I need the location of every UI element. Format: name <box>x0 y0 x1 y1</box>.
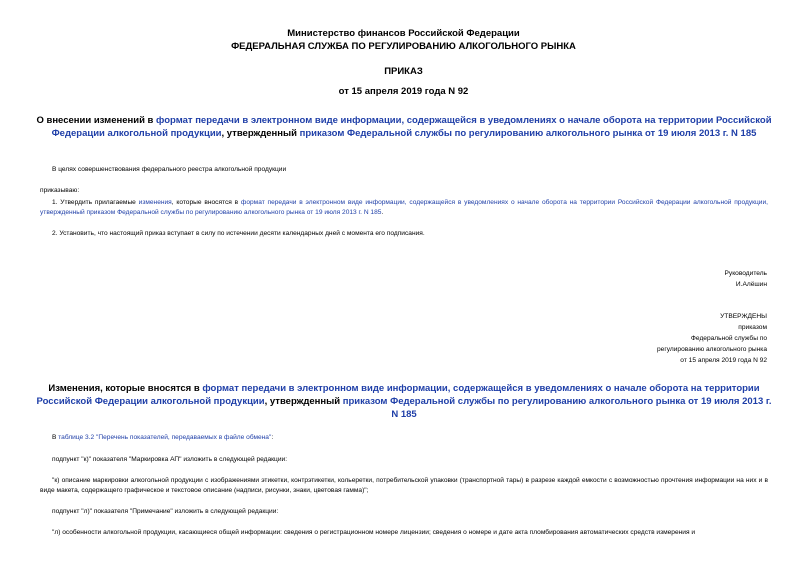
order-item-1 <box>40 198 768 218</box>
order-item-1-text: . <box>381 209 384 216</box>
order-title-format-link[interactable]: формат передачи в электронном виде информации, содержащейся в уведомлениях о начале оборота на территории Российской Федерации алкогольной продукции <box>51 115 772 139</box>
ministry-name: Министерство финансов Российской Федерации <box>287 28 520 39</box>
document-type: ПРИКАЗ <box>384 66 423 77</box>
changes-title-text: Изменения, которые вносятся в <box>48 383 203 394</box>
purpose-paragraph: В целях совершенствования федерального реестра алкогольной продукции <box>52 166 287 173</box>
order-title-order-link[interactable]: приказом Федеральной службы по регулированию алкогольного рынка от 19 июля 2013 г. N 185 <box>299 128 757 139</box>
order-title-text: О внесении изменений в <box>36 115 157 126</box>
order-item-1-text: 1. Утвердить прилагаемые <box>52 199 139 206</box>
service-name: ФЕДЕРАЛЬНАЯ СЛУЖБА ПО РЕГУЛИРОВАНИЮ АЛКОГОЛЬНОГО РЫНКА <box>231 41 576 52</box>
changes-title-format-link[interactable]: формат передачи в электронном виде информации, содержащейся в уведомлениях о начале оборота на территории Российской Федерации алкогольной продукции <box>36 383 760 407</box>
changes-title-order-link[interactable]: приказом Федеральной службы по регулированию алкогольного рынка от 19 июля 2013 г. N 185 <box>342 396 772 420</box>
changes-title <box>36 382 772 421</box>
changes-intro <box>52 433 273 443</box>
order-item-1-text: , которые вносятся в <box>171 199 241 206</box>
orders-label: приказываю: <box>40 187 80 194</box>
changes-intro-text: В <box>52 434 59 441</box>
order-date: от 15 апреля 2019 года N 92 <box>338 86 469 97</box>
changes-intro-text: : <box>271 434 274 441</box>
order-title-text: , утвержденный <box>221 128 300 139</box>
changes-title-text: , утвержденный <box>264 396 343 407</box>
approval-line: от 15 апреля 2019 года N 92 <box>680 357 767 364</box>
approval-block <box>657 311 767 366</box>
approval-line: приказом <box>738 324 767 331</box>
subitem-l-heading: подпункт "л)" показателя "Примечание" изложить в следующей редакции: <box>52 508 279 515</box>
approval-line: регулированию алкогольного рынка <box>657 346 767 353</box>
order-item-2: 2. Установить, что настоящий приказ вступает в силу по истечении десяти календарных дней с момента его подписания. <box>52 230 425 237</box>
signature-name: И.Алёшин <box>735 281 767 288</box>
approval-line: УТВЕРЖДЕНЫ <box>720 313 767 320</box>
approval-line: Федеральной службы по <box>690 335 767 342</box>
signature-role: Руководитель <box>724 270 767 277</box>
subitem-k-text: "к) описание маркировки алкогольной продукции с изображениями этикетки, контрэтикетки, кольеретки, потребительской упаковки (транспортной тары) в разрезе каждой емкости с возможностью прочтения информации на них и в виде макета, содержащего графическое и текстовое описание (надписи, рисунки, знаки, цветовая гамма)"; <box>40 477 768 494</box>
table-link[interactable]: таблице 3.2 "Перечень показателей, передаваемых в файле обмена" <box>58 434 272 441</box>
subitem-l-text: "л) особенности алкогольной продукции, касающиеся общей информации: сведения о регистрационном номере лицензии; сведения о номере и дате акта пломбирования автоматических средств измерения и <box>52 529 696 536</box>
signature-block <box>725 268 767 290</box>
order-title <box>36 114 772 140</box>
changes-link[interactable]: изменения <box>138 199 172 206</box>
format-link[interactable]: формат передачи в электронном виде информации, содержащейся в уведомлениях о начале оборота на территории Российской Федерации алкогольной продукции, утвержденный приказом Федеральной службы по регулированию алкогольного рынка от 19 июля 2013 г. N 185 <box>40 199 768 216</box>
subitem-k-heading: подпункт "к)" показателя "Маркировка АП" изложить в следующей редакции: <box>52 456 288 463</box>
